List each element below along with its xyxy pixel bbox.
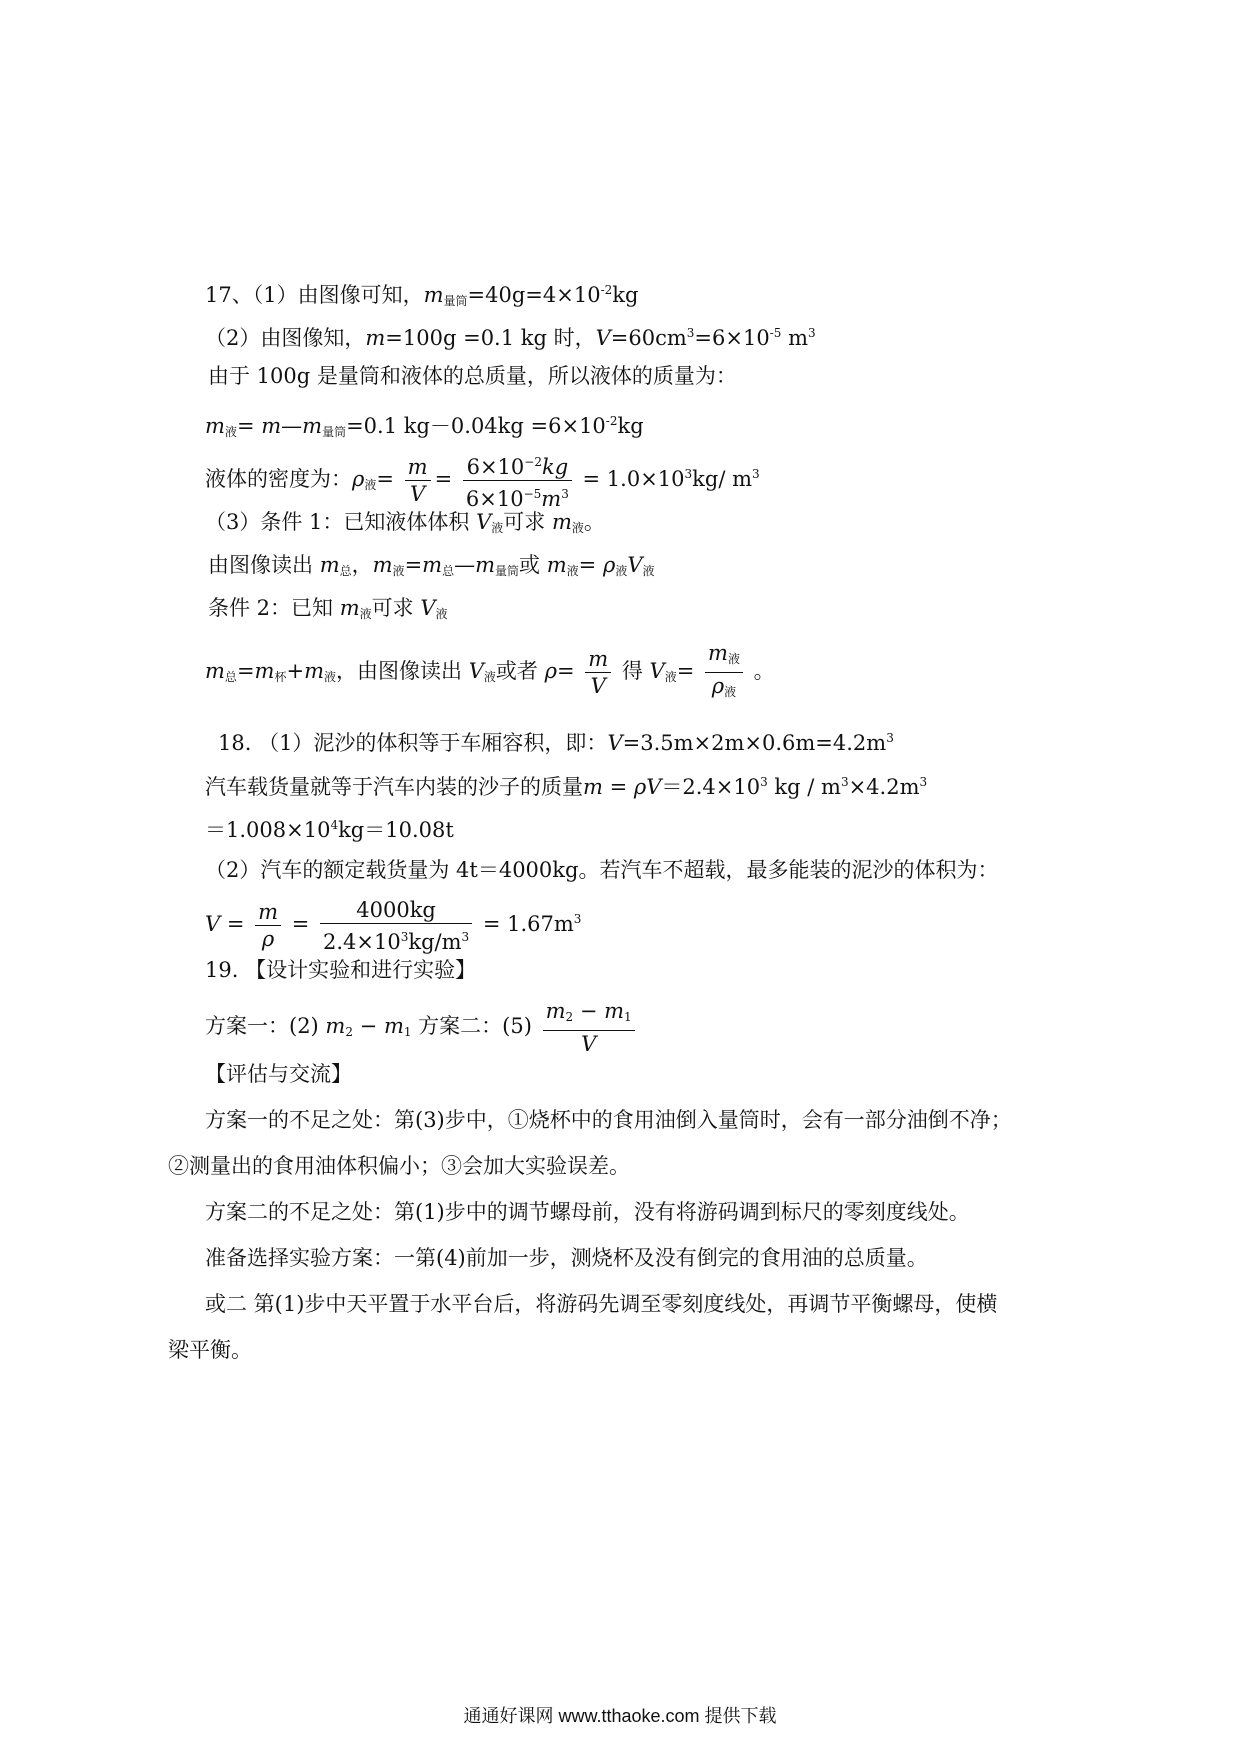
q18-volume-formula: V = $\frac{m}{\rho}$ = $\frac{4000kg}{2.4\times 10^3kg/m^3}$ = $1.67m^3$ bbox=[205, 897, 582, 954]
q17-liquid-mass: $m_液=$ $m—m_{量筒}=0.1$ $kg-0.04kg =6\times 10^{-2}kg$ bbox=[205, 414, 644, 439]
fraction-density-scheme2: $\frac{m_2 - m_1}{V}$ bbox=[543, 998, 635, 1057]
q19-eval-5: 或二 第(1)步中天平置于水平台后，将游码先调至零刻度线处，再调节平衡螺母，使横 bbox=[205, 1292, 998, 1316]
fraction-volume: $\frac{m_液}{\rho_液}$ bbox=[705, 640, 743, 705]
q19-eval-4: 准备选择实验方案：一第(4)前加一步，测烧杯及没有倒完的食用油的总质量。 bbox=[205, 1246, 928, 1270]
q19-eval-1: 方案一的不足之处：第(3)步中，①烧杯中的食用油倒入量筒时，会有一部分油倒不净； bbox=[205, 1108, 1012, 1132]
q18-load-mass: 汽车载货量就等于汽车内装的沙子的质量$m = \rho V=2.4\times 10^3$ kg / $m^3\times 4.2m^3$ bbox=[205, 775, 928, 799]
q19-eval-3: 方案二的不足之处：第(1)步中的调节螺母前，没有将游码调到标尺的零刻度线处。 bbox=[205, 1200, 970, 1224]
q18-part1: 18. （1）泥沙的体积等于车厢容积，即：$V=3.5m\times 2m\times 0.6m=4.2m^3$ bbox=[218, 731, 894, 755]
q18-result: $=1.008\times 10^4kg=10.08t$ bbox=[205, 818, 454, 842]
q17-part3-read: 由图像读出 $m_总$，$m_液=m_总—m_{量筒}$或 $m_液= \rho_液V_液$ bbox=[208, 553, 655, 578]
q17-part3-cond1: （3）条件 1：已知液体体积 $V_液$可求 $m_液$。 bbox=[205, 510, 605, 535]
q17-part1: 17、（1）由图像可知，$m_{量筒}=40g=4\times 10^{-2}kg$ bbox=[205, 283, 639, 308]
q19-schemes: 方案一：(2) $m_2 - m_1$ 方案二：(5) $\frac{m_2 - m_1}{V}$ bbox=[205, 998, 639, 1058]
fraction-m-over-rho: $\frac{m}{\rho}$ bbox=[255, 899, 281, 952]
q19-eval-heading: 【评估与交流】 bbox=[205, 1062, 352, 1086]
fraction-m-over-v: $\frac{m}{V}$ bbox=[405, 454, 431, 507]
q17-part2: （2）由图像知，m=100g =0.1 kg 时，$V=60cm^3=6\times 10^{-5}$ $m^3$ bbox=[205, 326, 816, 350]
q17-part3-formula: $m_总=m_杯+m_液$，由图像读出 $V_液$或者 ρ= $\frac{m}{V}$ 得 $V_液=$ $\frac{m_液}{\rho_液}$ 。 bbox=[205, 640, 775, 705]
q19-eval-2: ②测量出的食用油体积偏小；③会加大实验误差。 bbox=[168, 1154, 630, 1178]
q19-eval-6: 梁平衡。 bbox=[168, 1338, 252, 1362]
fraction-rho-m-over-v: $\frac{m}{V}$ bbox=[585, 646, 611, 699]
fraction-density-values: $\frac{6\times 10^{-2}kg}{6\times 10^{-5}m^3}$ bbox=[463, 449, 572, 512]
footer-source: 通通好课网 www.tthaoke.com 提供下载 bbox=[463, 1706, 777, 1726]
q17-part3-cond2: 条件 2：已知 $m_液$可求 $V_液$ bbox=[208, 596, 448, 621]
q17-density-formula: 液体的密度为：$\rho_液=$ $\frac{m}{V}$ = $\frac{6\times 10^{-2}kg}{6\times 10^{-5}m^3}$ = $1.0\times 10^3kg/$ $m^3$ bbox=[205, 448, 760, 512]
q17-part2-text: 由于 100g 是量筒和液体的总质量，所以液体的质量为： bbox=[208, 364, 737, 388]
q19-heading: 19. 【设计实验和进行实验】 bbox=[205, 958, 477, 982]
fraction-volume-values: $\frac{4000kg}{2.4\times 10^3kg/m^3}$ bbox=[320, 897, 472, 955]
q18-part2: （2）汽车的额定载货量为 4t＝4000kg。若汽车不超载，最多能装的泥沙的体积为： bbox=[205, 858, 999, 882]
